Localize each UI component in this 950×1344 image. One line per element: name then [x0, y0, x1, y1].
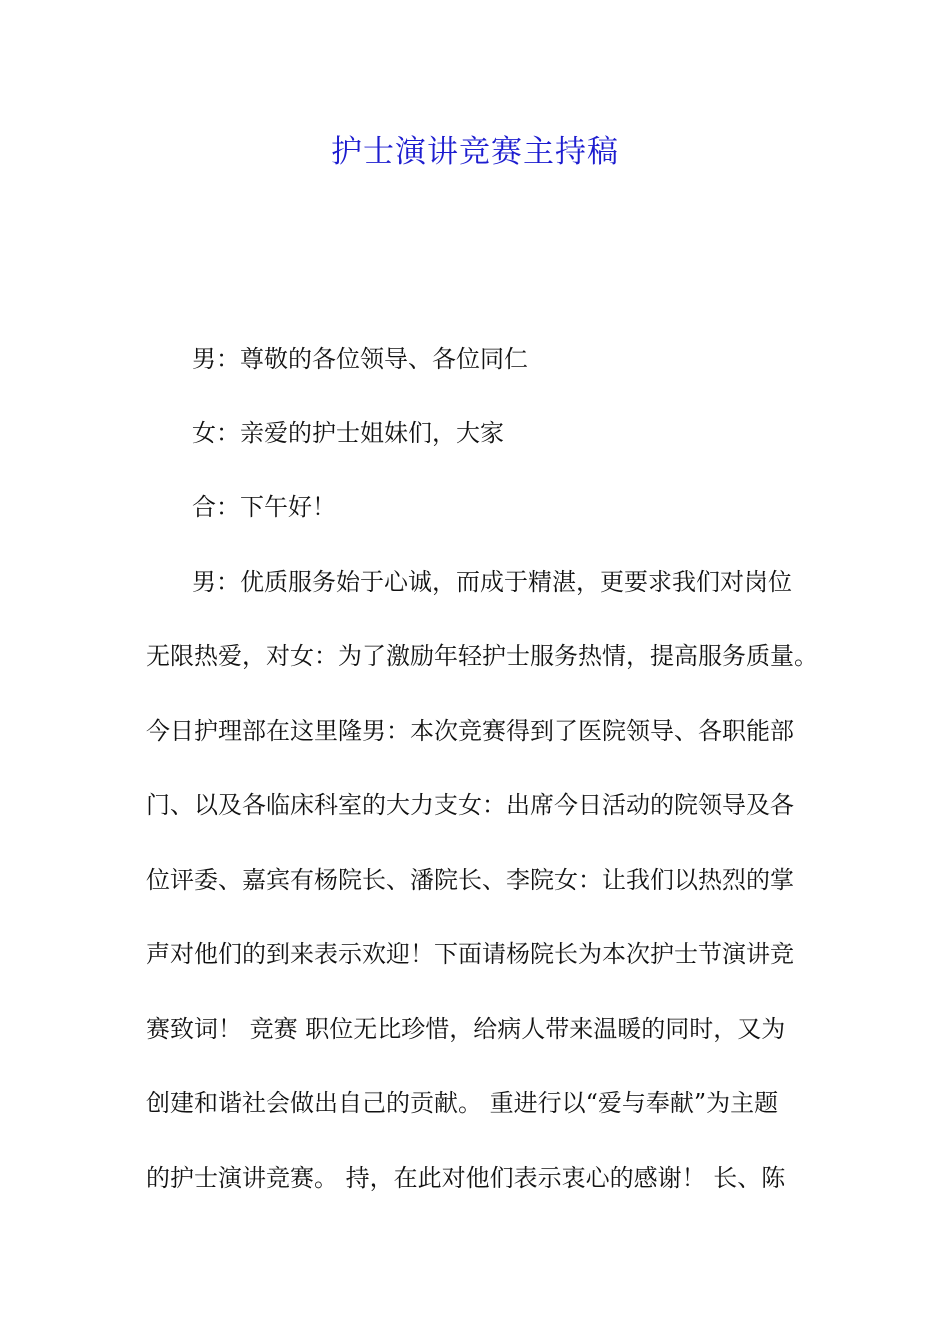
- paragraph-line-1: 男：尊敬的各位领导、各位同仁: [192, 345, 528, 373]
- document-title: 护士演讲竞赛主持稿: [331, 134, 619, 170]
- paragraph-line-5: 无限热爱，对女：为了激励年轻护士服务热情，提高服务质量。: [146, 642, 818, 670]
- paragraph-line-11: 创建和谐社会做出自己的贡献。 重进行以“爱与奉献”为主题: [146, 1089, 779, 1117]
- paragraph-line-10: 赛致词！ 竞赛 职位无比珍惜，给病人带来温暖的同时，又为: [146, 1015, 786, 1043]
- paragraph-line-4: 男：优质服务始于心诚，而成于精湛，更要求我们对岗位: [192, 568, 792, 596]
- paragraph-line-6: 今日护理部在这里隆男：本次竞赛得到了医院领导、各职能部: [146, 717, 794, 745]
- paragraph-line-2: 女：亲爱的护士姐妹们，大家: [192, 419, 504, 447]
- paragraph-line-8: 位评委、嘉宾有杨院长、潘院长、李院女：让我们以热烈的掌: [146, 866, 794, 894]
- paragraph-line-7: 门、以及各临床科室的大力支女：出席今日活动的院领导及各: [146, 791, 794, 819]
- paragraph-line-12: 的护士演讲竞赛。 持，在此对他们表示衷心的感谢！ 长、陈: [146, 1164, 786, 1192]
- paragraph-line-3: 合：下午好！: [192, 493, 336, 521]
- paragraph-line-9: 声对他们的到来表示欢迎！下面请杨院长为本次护士节演讲竞: [146, 940, 794, 968]
